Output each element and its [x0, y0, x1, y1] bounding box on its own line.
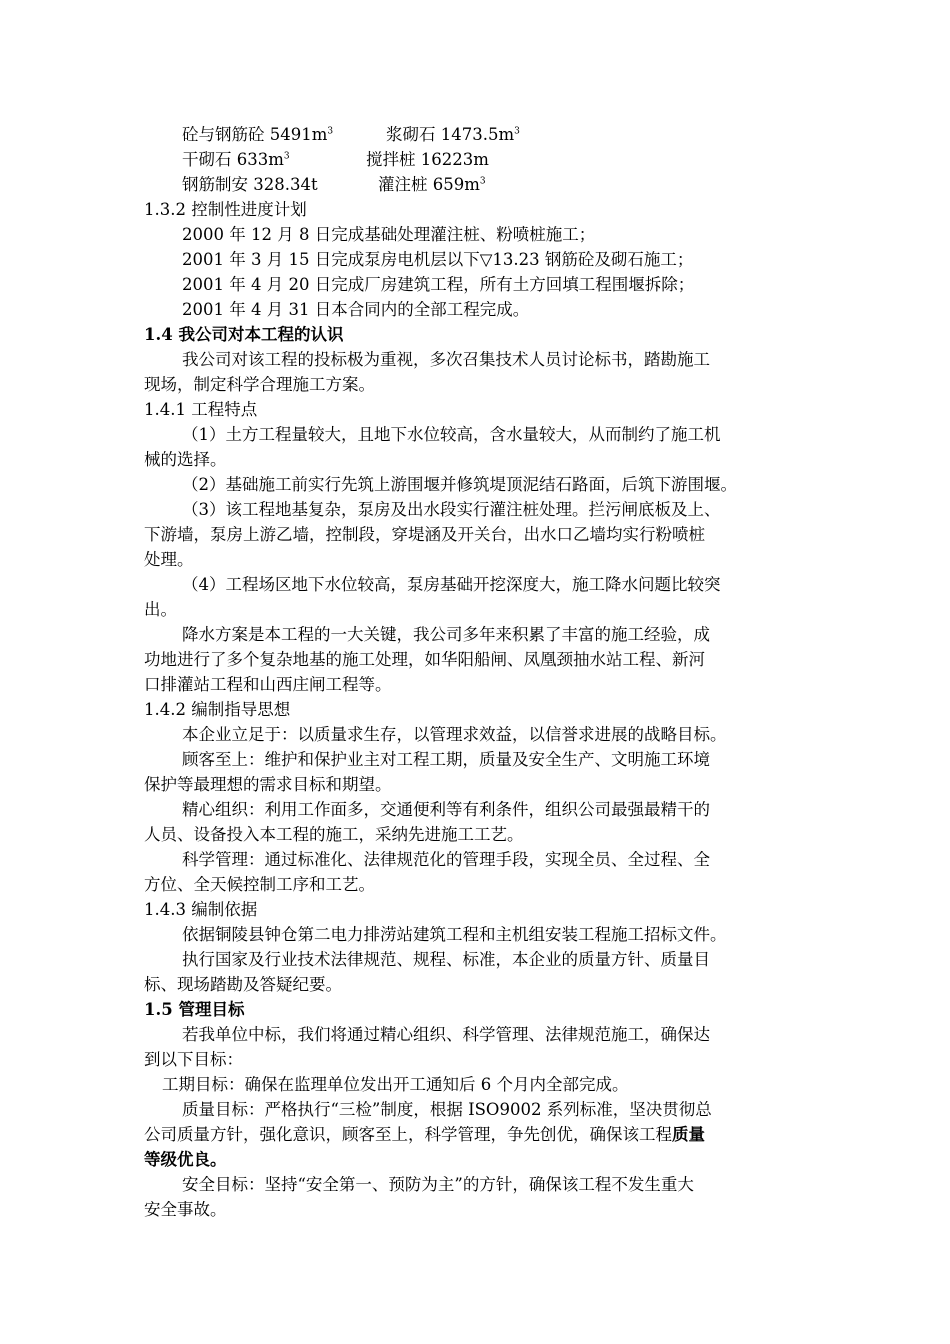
paragraph-line: 人员、设备投入本工程的施工，采纳先进施工工艺。: [144, 825, 524, 844]
quantity-item: 砼与钢筋砼 $5491m^3$: [182, 125, 334, 144]
paragraph-line: 出。: [144, 600, 177, 619]
paragraph-line: 口排灌站工程和山西庄闸工程等。: [144, 675, 392, 694]
section-heading: 1.4.2 编制指导思想: [144, 700, 291, 719]
paragraph-line: （1）土方工程量较大，且地下水位较高，含水量较大，从而制约了施工机: [182, 425, 721, 444]
section-heading: 1.4.3 编制依据: [144, 900, 258, 919]
paragraph-line: 功地进行了多个复杂地基的施工处理，如华阳船闸、凤凰颈抽水站工程、新河: [144, 650, 705, 669]
paragraph-line: 安全目标：坚持“安全第一、预防为主”的方针，确保该工程不发生重大: [182, 1175, 694, 1194]
schedule-item: 2000 年 12 月 8 日完成基础处理灌注桩、粉喷桩施工；: [182, 225, 596, 244]
quantity-item: 浆砌石 $1473.5m^3$: [386, 125, 520, 144]
paragraph-line: 顾客至上：维护和保护业主对工程工期，质量及安全生产、文明施工环境: [182, 750, 710, 769]
quantity-item: 钢筋制安 328.34t: [182, 175, 318, 194]
paragraph-line: 处理。: [144, 550, 194, 569]
paragraph-line: 到以下目标：: [144, 1050, 243, 1069]
paragraph-line: 安全事故。: [144, 1200, 227, 1219]
paragraph-line: 质量目标：严格执行“三检”制度，根据 ISO9002 系列标准，坚决贯彻总: [182, 1100, 712, 1119]
paragraph-line: （4）工程场区地下水位较高，泵房基础开挖深度大，施工降水问题比较突: [182, 575, 721, 594]
paragraph-line: 精心组织：利用工作面多，交通便利等有利条件，组织公司最强最精干的: [182, 800, 710, 819]
paragraph-line: 科学管理：通过标准化、法律规范化的管理手段，实现全员、全过程、全: [182, 850, 710, 869]
schedule-item: 2001 年 4 月 20 日完成厂房建筑工程，所有土方回填工程围堰拆除；: [182, 275, 695, 294]
paragraph-line: 械的选择。: [144, 450, 227, 469]
paragraph-line: 保护等最理想的需求目标和期望。: [144, 775, 392, 794]
quantity-row: [0, 148, 950, 172]
quantity-item: 搅拌桩 16223m: [366, 150, 489, 169]
quantity-item: 灌注桩 $659m^3$: [378, 175, 486, 194]
paragraph-line: 下游墙，泵房上游乙墙，控制段，穿堤涵及开关台，出水口乙墙均实行粉喷桩: [144, 525, 705, 544]
paragraph-line: 执行国家及行业技术法律规范、规程、标准，本企业的质量方针、质量目: [182, 950, 710, 969]
paragraph-line: 工期目标：确保在监理单位发出开工通知后 6 个月内全部完成。: [162, 1075, 629, 1094]
quantity-row: [0, 123, 950, 147]
section-heading: 1.5 管理目标: [144, 1000, 245, 1019]
paragraph-line: 方位、全天候控制工序和工艺。: [144, 875, 375, 894]
paragraph-line: 我公司对该工程的投标极为重视，多次召集技术人员讨论标书，踏勘施工: [182, 350, 710, 369]
paragraph-line: 降水方案是本工程的一大关键，我公司多年来积累了丰富的施工经验，成: [182, 625, 710, 644]
quantity-row: [0, 173, 950, 197]
quantity-item: 干砌石 $633m^3$: [182, 150, 290, 169]
section-heading: 1.4.1 工程特点: [144, 400, 258, 419]
paragraph-line: 标、现场踏勘及答疑纪要。: [144, 975, 342, 994]
paragraph-line: （2）基础施工前实行先筑上游围堰并修筑堤顶泥结石路面，后筑下游围堰。: [182, 475, 737, 494]
paragraph-line: 本企业立足于：以质量求生存，以管理求效益，以信誉求进展的战略目标。: [182, 725, 727, 744]
section-heading: 1.4 我公司对本工程的认识: [144, 325, 344, 344]
schedule-item: 2001 年 4 月 31 日本合同内的全部工程完成。: [182, 300, 530, 319]
paragraph-line: （3）该工程地基复杂，泵房及出水段实行灌注桩处理。拦污闸底板及上、: [182, 500, 721, 519]
emphasis-text: 质量: [672, 1125, 705, 1144]
section-heading: 1.3.2 控制性进度计划: [144, 200, 307, 219]
paragraph-line: 依据铜陵县钟仓第二电力排涝站建筑工程和主机组安装工程施工招标文件。: [182, 925, 727, 944]
paragraph-line: 现场，制定科学合理施工方案。: [144, 375, 375, 394]
schedule-item: 2001 年 3 月 15 日完成泵房电机层以下▽13.23 钢筋砼及砌石施工；: [182, 250, 694, 269]
emphasis-text: 等级优良。: [144, 1150, 227, 1169]
paragraph-line: [144, 1123, 705, 1147]
paragraph-text: 公司质量方针，强化意识，顾客至上，科学管理，争先创优，确保该工程: [144, 1125, 672, 1144]
paragraph-line: 若我单位中标，我们将通过精心组织、科学管理、法律规范施工，确保达: [182, 1025, 710, 1044]
